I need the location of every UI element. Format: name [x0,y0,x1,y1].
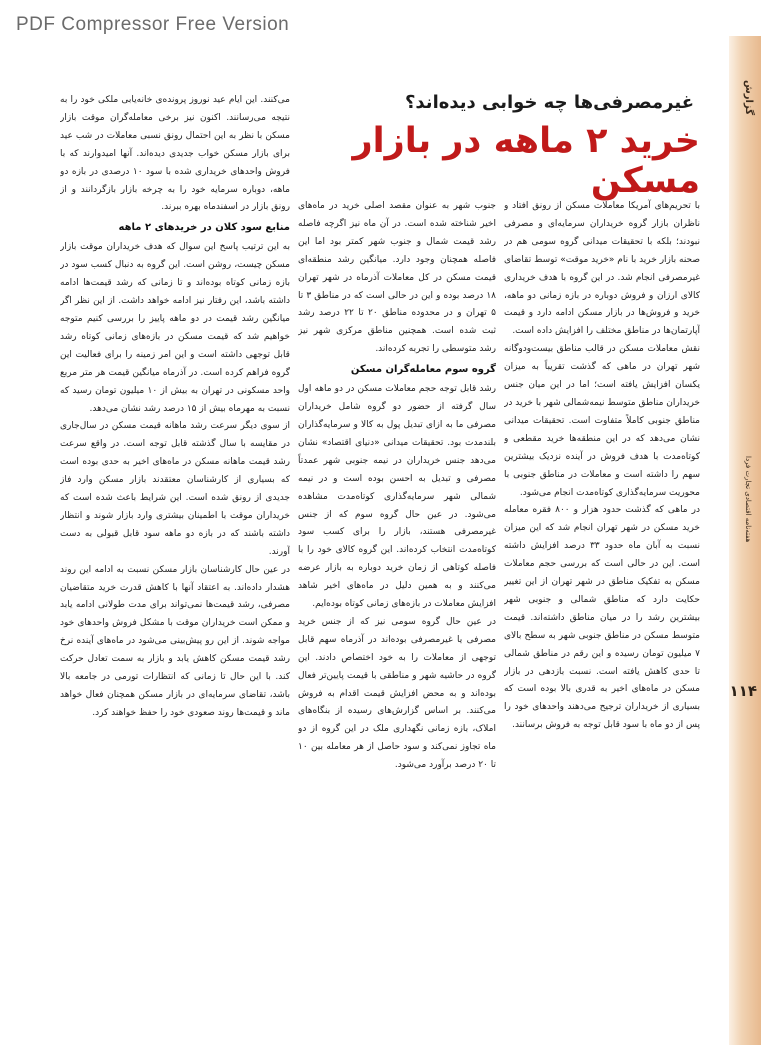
paragraph: رشد قابل توجه حجم معاملات مسکن در دو ماهه اول سال گرفته از حضور دو گروه شامل خریداران مصرفی ما به ازای تبدیل پول به کالا و سرمایه‌گذاران بلندمدت بود. تحقیقات میدانی «دنیای اقتصاد» نشان می‌دهد جنس خریداران در نیمه جنوبی شهر عمدتاً مصرفی و تبدیل به احسن بوده است و در نیمه شمالی شهر سرمایه‌گذاری کوتاه‌مدت مشاهده می‌شود. در عین حال گروه سوم که از جنس غیرمصرفی هستند، بازار را برای کسب سود کوتاه‌مدت انتخاب کرده‌اند. این گروه کالای خود را با فاصله کوتاهی از زمان خرید دوباره به بازار عرضه می‌کنند و به همین دلیل در ماه‌های اخیر شاهد افزایش معاملات در بازه‌های زمانی کوتاه بوده‌ایم. [298,384,496,610]
headline-kicker: غیرمصرفی‌ها چه خوابی دیده‌اند؟ [404,92,694,113]
paragraph: می‌کنند. این ایام عید نوروز پرونده‌ی خانه‌یابی ملکی خود را به نتیجه می‌رسانند. اکنون نیز برخی معامله‌گران موقت بازار مسکن با نظر به این احتمال رونق نسبی معاملات در شب عید برای بازار مسکن خواب جدیدی دیده‌اند. آنها امیدوارند که با فروش واحدهای خریداری شده با سود ۱۰ درصدی در بازه دو ماهه، دوباره سرمایه خود را به چرخه بازار بازگردانند و از رونق بازار در اسفندماه بهره ببرند. [60,95,290,213]
section-side-strip [729,36,761,1045]
issue-line: هفته‌نامه اقتصادی تجارت فردا [744,456,752,543]
article-column-right [504,198,700,1028]
paragraph: در عین حال گروه سومی نیز که از جنس خرید مصرفی یا غیرمصرفی بوده‌اند در آذرماه سهم قابل توجهی از معاملات را به خود اختصاص دادند. این گروه در حاشیه شهر و مناطقی با قیمت پایین‌تر فعال بوده‌اند و به محض افزایش قیمت اقدام به فروش می‌کنند. بر اساس گزارش‌های رسیده از بنگاه‌های املاک، بازه زمانی نگهداری ملک در این گروه از دو ماه تجاوز نمی‌کند و سود حاصل از هر معامله بین ۱۰ تا ۲۰ درصد برآورد می‌شود. [298,616,496,771]
paragraph: از سوی دیگر سرعت رشد ماهانه قیمت مسکن در سال‌جاری در مقایسه با سال گذشته قابل توجه است. در واقع سرعت رشد قیمت ماهانه مسکن در ماه‌های اخیر به حدی بوده است که بسیاری از کارشناسان معتقدند بازار مسکن وارد فاز جدیدی از رونق شده است. این شرایط باعث شده است که خریداران موقت با اطمینان بیشتری وارد بازار شوند و انتظار داشته باشند که در بازه دو ماهه سود قابل قبولی به دست آورند. [60,421,290,557]
section-subheading: گروه سوم معامله‌گران مسکن [350,364,496,376]
article-column-middle [298,198,496,1028]
paragraph: با تحریم‌های آمریکا معاملات مسکن از رونق افتاد و ناظران بازار گروه خریداران سرمایه‌ای و مصرفی نبودند؛ بلکه با تحقیقات میدانی گروه سومی هم در صحنه بازار خرید با نام «خرید موقت» توسط تقاضای غیرمصرفی انجام شد. در این گروه با هدف خریداری کالای ارزان و فروش دوباره در بازه زمانی دو ماهه، خرید و فروش‌ها در بازار مسکن ادامه دارد و قیمت آپارتمان‌ها در مناطق مختلف را افزایش داده است. [504,201,700,337]
headline-block [296,92,700,201]
paragraph: به این ترتیب پاسخ این سوال که هدف خریداران موقت بازار مسکن چیست، روشن است. این گروه به دنبال کسب سود در بازه زمانی کوتاه بوده‌اند و تا زمانی که رشد قیمت‌ها ادامه داشته باشد، این رفتار نیز ادامه خواهد داشت. از این نظر اگر میانگین رشد قیمت در دو ماهه پاییز را بررسی کنیم متوجه خواهیم شد که قیمت مسکن در بازه‌های زمانی کوتاه رشد قابل توجهی داشته است و این امر زمینه را برای فعالیت این گروه فراهم کرده است. در آذرماه میانگین قیمت هر متر مربع واحد مسکونی در تهران به بیش از ۱۰ میلیون تومان رسید که نسبت به مهرماه بیش از ۱۵ درصد رشد نشان می‌دهد. [60,242,290,414]
paragraph: در عین حال کارشناسان بازار مسکن نسبت به ادامه این روند هشدار داده‌اند. به اعتقاد آنها با کاهش قدرت خرید متقاضیان مصرفی، رشد قیمت‌ها نمی‌تواند برای مدت طولانی ادامه یابد و ممکن است خریداران موقت با مشکل فروش واحدهای خود مواجه شوند. از این رو پیش‌بینی می‌شود در ماه‌های آینده نرخ رشد قیمت مسکن کاهش یابد و بازار به سمت تعادل حرکت کند. با این حال تا زمانی که انتظارات تورمی در جامعه بالا باشد، تقاضای سرمایه‌ای در بازار مسکن همچنان فعال خواهد ماند و قیمت‌ها روند صعودی خود را حفظ خواهند کرد. [60,564,290,718]
headline-title: خرید ۲ ماهه در بازار مسکن [352,121,700,201]
section-subheading: منابع سود کلان در خریدهای ۲ ماهه [118,222,290,234]
article-column-left [60,92,290,1032]
paragraph: در ماهی که گذشت حدود هزار و ۸۰۰ فقره معامله خرید مسکن در شهر تهران انجام شد که این میزان نسبت به آبان ماه حدود ۳۳ درصد افزایش داشته است. این در حالی است که بررسی حجم معاملات مسکن به تفکیک مناطق در شهر تهران از این تغییر حکایت دارد که مناطق شمالی و جنوبی شهر بیشترین رشد را در میان مناطق داشته‌اند. قیمت متوسط مسکن در مناطق جنوبی شهر به سطح بالای ۷ میلیون تومان رسیده و این رقم در مناطق شمالی تا حدی کاهش یافته است. نسبت بازدهی در بازار مسکن در ماه‌های اخیر به قدری بالا بوده است که بسیاری از خریداران ترجیح می‌دهند واحدهای خود را پس از دو ماه با سود قابل توجه به فروش برسانند. [504,505,700,731]
watermark-text: PDF Compressor Free Version [16,14,290,35]
page-number: ۱۱۴ [729,682,757,700]
paragraph: جنوب شهر به عنوان مقصد اصلی خرید در ماه‌های اخیر شناخته شده است. در آن ماه نیز اگرچه فاصله رشد قیمت شمال و جنوب شهر کمتر بود اما این فاصله همچنان وجود دارد. میانگین رشد منطقه‌ای قیمت مسکن در کل معاملات آذرماه در شهر تهران ۱۸ درصد بوده و این در حالی است که در مناطق ۳ تا ۵ تهران و در محدوده مناطق ۲۰ تا ۲۲ درصد رشد ثبت شده است. همچنین مناطق مرکزی شهر نیز رشد متوسطی را تجربه کرده‌اند. [298,201,496,355]
paragraph: نقش معاملات مسکن در قالب مناطق بیست‌ودوگانه شهر تهران در ماهی که گذشت تقریباً به میزان یکسان افزایش یافته است؛ اما در این میان جنس خریداران مناطق متوسط نیمه‌شمالی شهر با خرید در مناطق جنوبی کاملاً متفاوت است. تحقیقات میدانی نشان می‌دهد که در این منطقه‌ها خرید مقطعی و کوتاه‌مدت با هدف فروش در آینده نزدیک بیشترین سهم را داشته است و معاملات در مناطق جنوبی با محوریت سرمایه‌گذاری کوتاه‌مدت انجام می‌شود. [504,344,700,498]
section-label: گزارش [743,80,754,116]
